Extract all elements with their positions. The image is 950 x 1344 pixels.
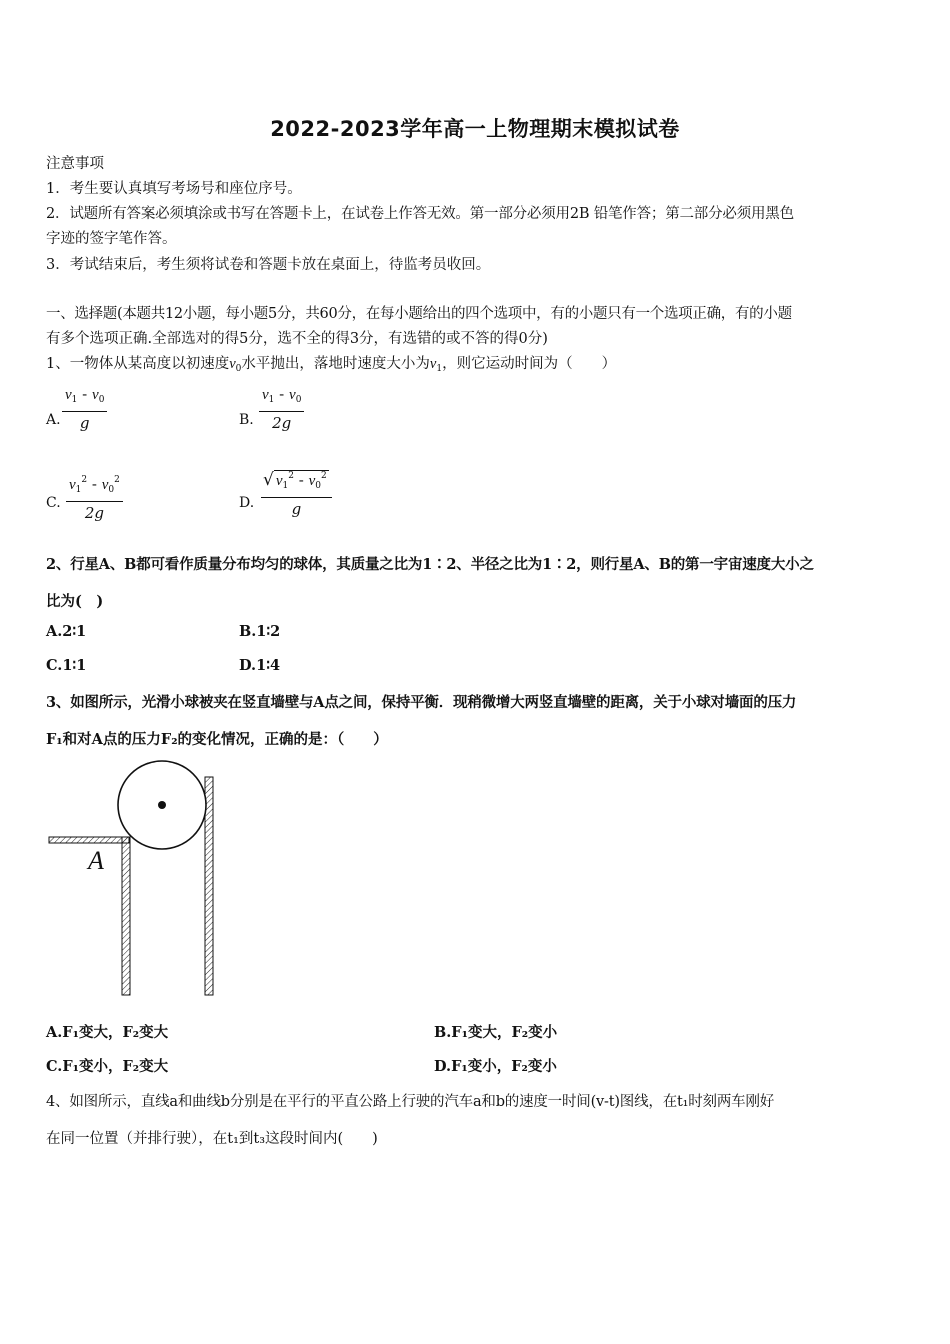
section-instruction: 一、选择题(本题共12小题，每小题5分，共60分，在每小题给出的四个选项中，有的小题只有一个选项正确，有的小题 (46, 306, 792, 322)
q1-option-c-formula: $\frac{v_1^2 - v_0^2}{2g}$ (66, 470, 123, 524)
notice-item: 2．试题所有答案必须填涂或书写在答题卡上，在试卷上作答无效。第一部分必须用2B 铅笔作答；第二部分必须用黑色 (46, 206, 794, 222)
question-4-stem: 4、如图所示，直线a和曲线b分别是在平行的平直公路上行驶的汽车a和b的速度一时间(v-t)图线，在t₁时刻两车刚好 (46, 1094, 775, 1110)
q3-option-c: C.F₁变小，F₂变大 (46, 1058, 169, 1075)
question-2-stem: 比为( ) (46, 593, 104, 610)
q3-option-a: A.F₁变大，F₂变大 (46, 1024, 169, 1041)
q1-option-d-formula: $\frac{√ v_1^2 - v_0^2}{g}$ (261, 466, 332, 520)
q2-option-a: A.2∶1 (46, 623, 87, 640)
q1-option-a-formula: $\frac{v_1 - v_0}{g}$ (62, 384, 107, 434)
q1-option-d-label: D. (239, 495, 255, 511)
ledge-shelf (49, 837, 129, 843)
page-title: 2022-2023学年高一上物理期末模拟试卷 (270, 117, 680, 141)
question-3-stem: 3、如图所示，光滑小球被夹在竖直墙壁与A点之间，保持平衡．现稍微增大两竖直墙壁的距离，关于小球对墙面的压力 (46, 694, 797, 711)
question-2-stem: 2、行星A、B都可看作质量分布均匀的球体，其质量之比为1∶2、半径之比为1∶2，则行星A、B的第一宇宙速度大小之 (46, 556, 814, 573)
point-a-label: A (88, 846, 104, 875)
section-instruction: 有多个选项正确.全部选对的得5分，选不全的得3分，有选错的或不答的得0分) (46, 331, 548, 347)
q3-option-b: B.F₁变大，F₂变小 (434, 1024, 558, 1041)
notice-heading: 注意事项 (46, 156, 104, 172)
left-wall (122, 837, 130, 995)
question-3-stem: F₁和对A点的压力F₂的变化情况，正确的是：（ ） (46, 731, 388, 748)
q1-option-c-label: C. (46, 495, 61, 511)
q2-option-c: C.1∶1 (46, 657, 87, 674)
q1-option-a-label: A. (46, 412, 61, 428)
q1-option-b-label: B. (239, 412, 254, 428)
ball-between-walls-figure (40, 755, 230, 1005)
q2-option-d: D.1∶4 (239, 657, 281, 674)
ball-center-dot (158, 801, 166, 809)
question-1-stem: 1、一物体从某高度以初速度$v_0$水平抛出，落地时速度大小为$v_1$，则它运动时间为（ ） (46, 356, 617, 374)
notice-item: 字迹的签字笔作答。 (46, 231, 177, 247)
q2-option-b: B.1∶2 (239, 623, 281, 640)
notice-item: 1．考生要认真填写考场号和座位序号。 (46, 181, 302, 197)
question-4-stem: 在同一位置（并排行驶），在t₁到t₃这段时间内( ) (46, 1131, 378, 1147)
notice-item: 3．考试结束后，考生须将试卷和答题卡放在桌面上，待监考员收回。 (46, 257, 491, 273)
q3-option-d: D.F₁变小，F₂变小 (434, 1058, 557, 1075)
q1-option-b-formula: $\frac{v_1 - v_0}{2g}$ (259, 384, 304, 434)
